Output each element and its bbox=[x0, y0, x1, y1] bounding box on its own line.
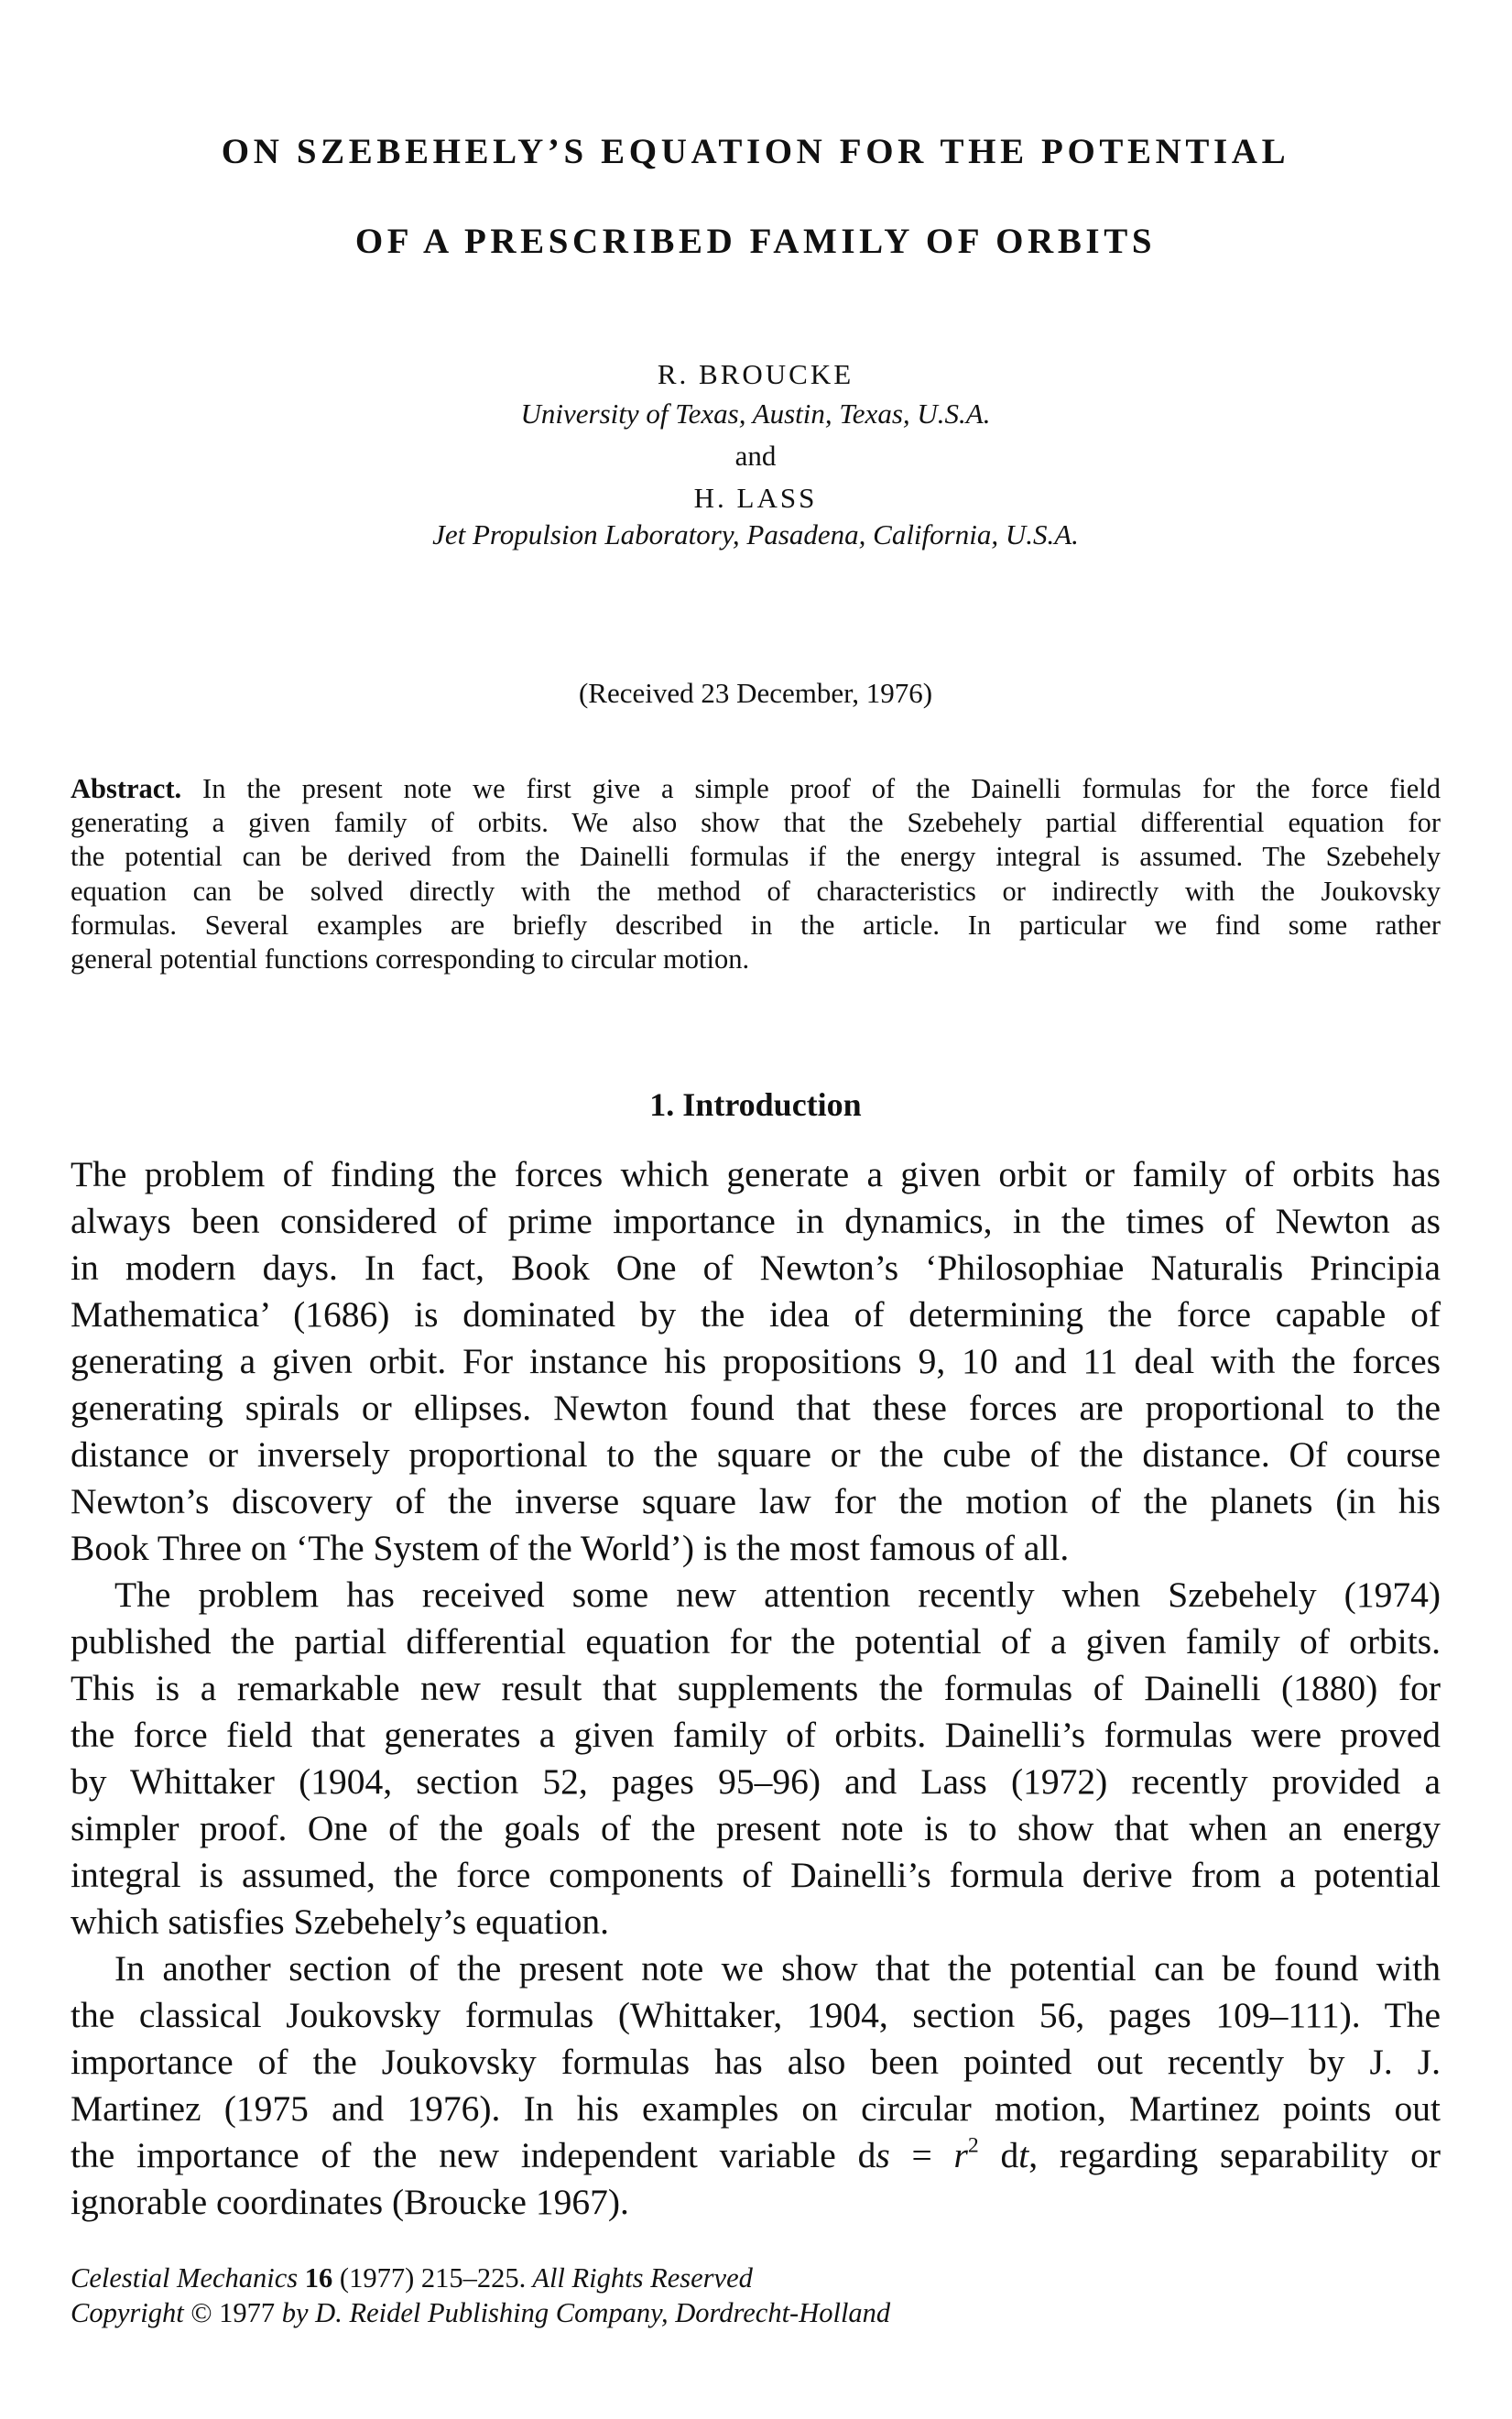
author-affiliation-1: University of Texas, Austin, Texas, U.S.A. bbox=[520, 398, 991, 430]
text-line: This is a remarkable new result that supplements the formulas of Dainelli (1880) for bbox=[71, 1668, 1441, 1708]
abstract-line: formulas. Several examples are briefly described in the article. In particular we find some rather bbox=[71, 909, 1441, 941]
journal-citation bbox=[71, 2261, 1441, 2295]
text-line: The problem has received some new attention recently when Szebehely (1974) bbox=[114, 1575, 1441, 1615]
paper-title-line-1: ON SZEBEHELY’S EQUATION FOR THE POTENTIAL bbox=[221, 132, 1290, 171]
text-line: integral is assumed, the force components of Dainelli’s formula derive from a potential bbox=[71, 1855, 1441, 1895]
rights-statement: All Rights Reserved bbox=[526, 2262, 753, 2294]
math-variable-t: t bbox=[1018, 2135, 1029, 2175]
math-variable-s: s bbox=[876, 2135, 890, 2175]
text-line: In another section of the present note we show that the potential can be found with bbox=[114, 1948, 1441, 1989]
text-line: The problem of finding the forces which generate a given orbit or family of orbits has bbox=[71, 1154, 1441, 1194]
journal-volume: 16 bbox=[304, 2262, 333, 2294]
abstract-line: Abstract. In the present note we first give a simple proof of the Dainelli formulas for the force field bbox=[71, 773, 1441, 804]
text-line: published the partial differential equation for the potential of a given family of orbits. bbox=[71, 1621, 1441, 1662]
copyright-line: Copyright © 1977 by D. Reidel Publishing Company, Dordrecht-Holland bbox=[71, 2297, 891, 2328]
journal-year-pages: (1977) 215–225. bbox=[332, 2262, 527, 2294]
text-line: simpler proof. One of the goals of the present note is to show that when an energy bbox=[71, 1808, 1441, 1848]
text-line: Book Three on ‘The System of the World’) is the most famous of all. bbox=[71, 1528, 1070, 1568]
abstract-line: generating a given family of orbits. We also show that the Szebehely partial differential equation for bbox=[71, 807, 1441, 839]
text-line-with-math: the importance of the new independent variable ds = $r^2$ dt, regarding separability or bbox=[71, 2133, 1441, 2175]
abstract-line: the potential can be derived from the Dainelli formulas if the energy integral is assumed. The Szebehely bbox=[71, 841, 1441, 873]
abstract bbox=[71, 772, 1441, 976]
text-line: Newton’s discovery of the inverse square law for the motion of the planets (in his bbox=[71, 1481, 1441, 1521]
author-name-1: R. BROUCKE bbox=[657, 358, 854, 390]
author-conjunction: and bbox=[734, 440, 777, 472]
abstract-line: equation can be solved directly with the method of characteristics or indirectly with the Joukovsky bbox=[71, 875, 1441, 907]
paragraph-3 bbox=[71, 1945, 1441, 2226]
text-line: distance or inversely proportional to the square or the cube of the distance. Of course bbox=[71, 1434, 1441, 1475]
journal-name: Celestial Mechanics bbox=[71, 2262, 299, 2294]
paragraph-2 bbox=[71, 1572, 1441, 1945]
text-line: Mathematica’ (1686) is dominated by the idea of determining the force capable of bbox=[71, 1294, 1441, 1335]
text-line: always been considered of prime importance in dynamics, in the times of Newton as bbox=[71, 1201, 1441, 1241]
math-exponent: 2 bbox=[967, 2133, 979, 2158]
text-line: importance of the Joukovsky formulas has also been pointed out recently by J. J. bbox=[71, 2042, 1441, 2082]
abstract-label: Abstract. bbox=[71, 773, 182, 804]
text-line: the classical Joukovsky formulas (Whittaker, 1904, section 56, pages 109–111). The bbox=[71, 1995, 1441, 2035]
text-line: by Whittaker (1904, section 52, pages 95–96) and Lass (1972) recently provided a bbox=[71, 1761, 1441, 1802]
section-heading-introduction: 1. Introduction bbox=[649, 1086, 862, 1123]
text-line: which satisfies Szebehely’s equation. bbox=[71, 1901, 609, 1942]
abstract-line: general potential functions corresponding to circular motion. bbox=[71, 943, 750, 975]
author-name-2: H. LASS bbox=[693, 482, 818, 514]
math-variable-r: r bbox=[953, 2135, 968, 2175]
text-line: ignorable coordinates (Broucke 1967). bbox=[71, 2182, 629, 2222]
received-date: (Received 23 December, 1976) bbox=[578, 677, 933, 709]
text-line: generating spirals or ellipses. Newton found that these forces are proportional to the bbox=[71, 1388, 1441, 1428]
text-line: in modern days. In fact, Book One of Newton’s ‘Philosophiae Naturalis Principia bbox=[71, 1248, 1441, 1288]
journal-footer bbox=[71, 2261, 1441, 2330]
text-line: Martinez (1975 and 1976). In his examples on circular motion, Martinez points out bbox=[71, 2088, 1441, 2129]
author-affiliation-2: Jet Propulsion Laboratory, Pasadena, California, U.S.A. bbox=[432, 518, 1079, 550]
text-line: generating a given orbit. For instance his propositions 9, 10 and 11 deal with the forces bbox=[71, 1341, 1441, 1381]
text-line: the force field that generates a given family of orbits. Dainelli’s formulas were proved bbox=[71, 1715, 1441, 1755]
paper-title-line-2: OF A PRESCRIBED FAMILY OF ORBITS bbox=[354, 222, 1157, 261]
copyright-symbol-icon: © bbox=[190, 2297, 212, 2328]
paragraph-1 bbox=[71, 1151, 1441, 1572]
